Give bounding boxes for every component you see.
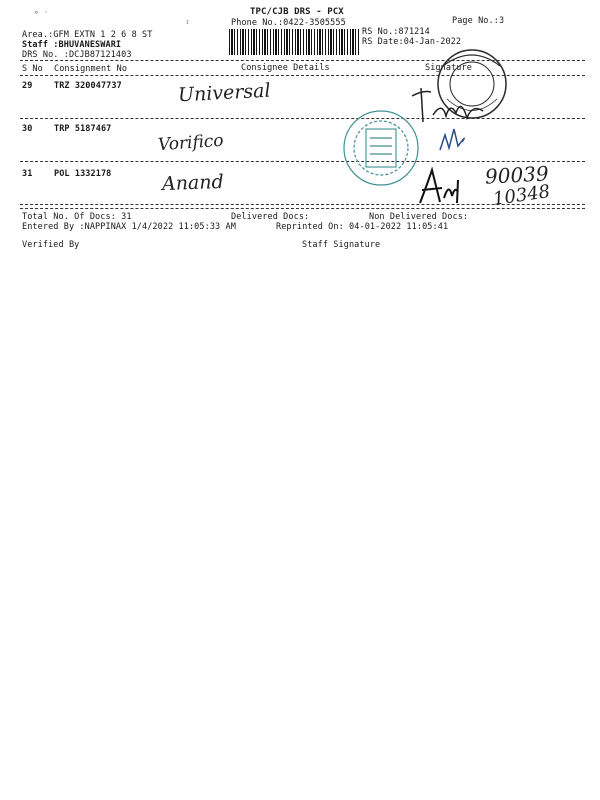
rs-date: RS Date:04-Jan-2022 bbox=[362, 37, 462, 47]
staff-signature: Staff Signature bbox=[302, 240, 381, 250]
col-consignee: Consignee Details bbox=[241, 63, 330, 73]
reprinted-on: Reprinted On: 04-01-2022 11:05:41 bbox=[276, 222, 449, 232]
company-stamp-icon bbox=[344, 111, 418, 185]
signature-icon bbox=[440, 129, 464, 150]
entered-by: Entered By :NAPPINAX 1/4/2022 11:05:33 AM bbox=[22, 222, 236, 232]
handwritten-number: 10348 bbox=[491, 181, 552, 210]
rs-number: RS No.:871214 bbox=[362, 27, 430, 37]
scan-speck: ᴵ bbox=[185, 19, 190, 28]
phone-number: Phone No.:0422-3505555 bbox=[231, 18, 346, 28]
signature-icon bbox=[420, 170, 458, 203]
page-number: Page No.:3 bbox=[452, 16, 505, 26]
row-sno: 30 bbox=[22, 124, 33, 134]
verified-by: Verified By bbox=[22, 240, 80, 250]
total-docs: Total No. Of Docs: 31 bbox=[22, 212, 132, 222]
delivered-docs: Delivered Docs: bbox=[231, 212, 310, 222]
staff-field: Staff :BHUVANESWARI bbox=[22, 40, 122, 50]
drs-number: DRS No. :DCJB87121403 bbox=[22, 50, 132, 60]
footer-rule bbox=[20, 204, 585, 209]
row-sno: 29 bbox=[22, 81, 33, 91]
handwritten-number: 90039 bbox=[484, 161, 550, 189]
row-sno: 31 bbox=[22, 169, 33, 179]
row-consignment: POL 1332178 bbox=[54, 169, 112, 179]
col-sno: S No bbox=[22, 64, 43, 74]
row-consignment: TRP 5187467 bbox=[54, 124, 112, 134]
non-delivered-docs: Non Delivered Docs: bbox=[369, 212, 469, 222]
scan-speck: ° ′ bbox=[34, 10, 49, 19]
col-consignment: Consignment No bbox=[54, 64, 128, 74]
area-field: Area.:GFM EXTN 1 2 6 8 ST bbox=[22, 30, 153, 40]
row-consignee-handwriting: Vorifico bbox=[157, 130, 225, 156]
document-title: TPC/CJB DRS - PCX bbox=[250, 7, 344, 17]
row-consignee-handwriting: Anand bbox=[161, 170, 225, 196]
row-consignee-handwriting: Universal bbox=[177, 79, 272, 107]
row-consignment: TRZ 320047737 bbox=[54, 81, 122, 91]
col-signature: Signature bbox=[425, 63, 472, 73]
signature-icon bbox=[412, 88, 483, 122]
round-stamp-icon bbox=[438, 50, 506, 118]
